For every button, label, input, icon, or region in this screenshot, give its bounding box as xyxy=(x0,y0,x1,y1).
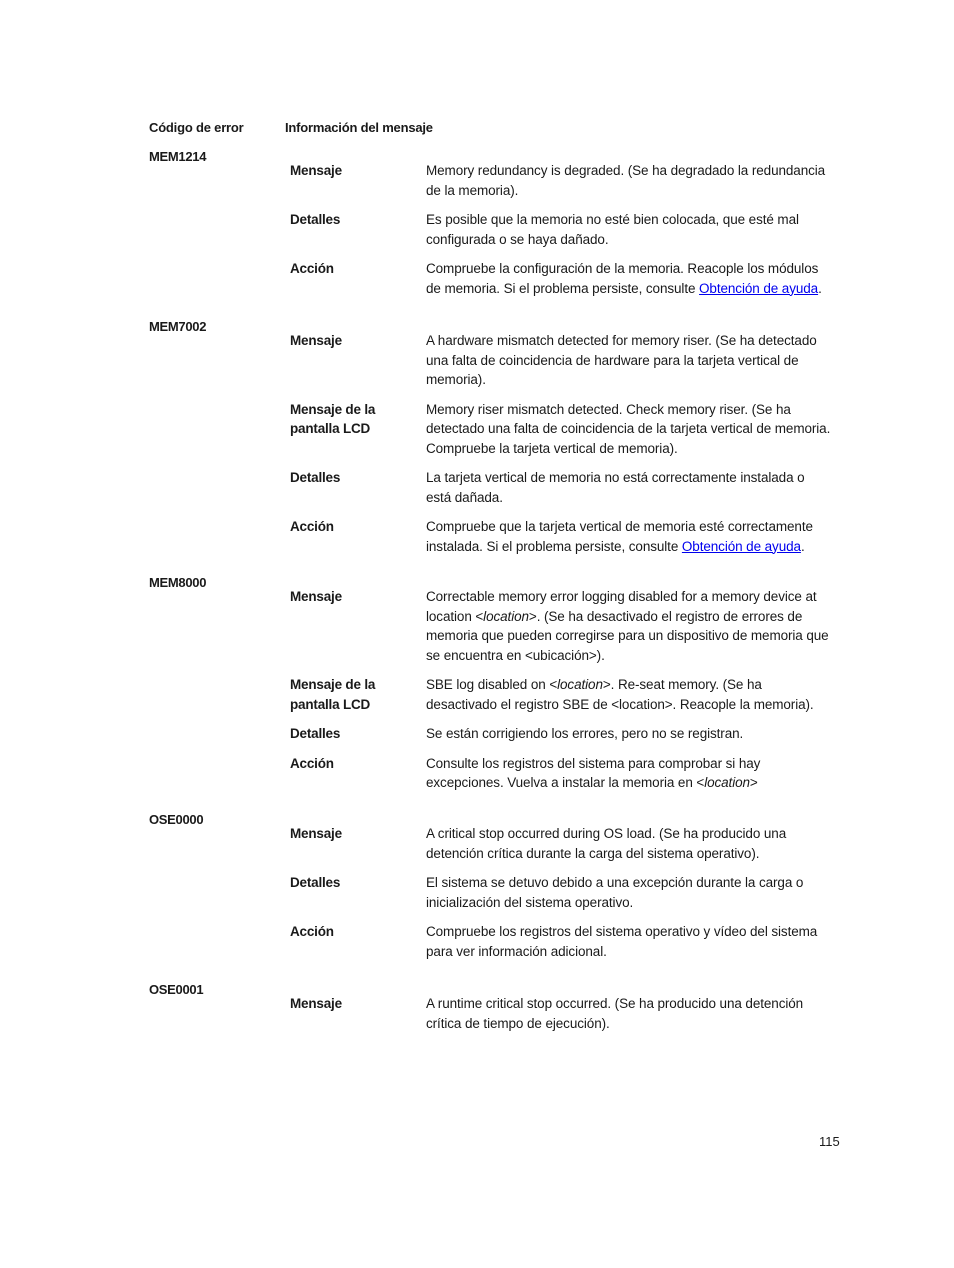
row-label: Acción xyxy=(290,924,334,939)
error-code: MEM7002 xyxy=(149,319,207,334)
error-code: OSE0000 xyxy=(149,812,204,827)
location-placeholder: location xyxy=(704,775,750,790)
row-label: Mensaje de la pantalla LCD xyxy=(290,677,376,712)
row-accion xyxy=(290,259,835,298)
row-label: Detalles xyxy=(290,726,341,741)
row-label: Mensaje xyxy=(290,826,342,841)
location-placeholder: location xyxy=(483,608,529,624)
row-detalles xyxy=(290,873,835,912)
row-text: El sistema se detuvo debido a una excepción durante la carga o inicialización del sistema operativo. xyxy=(426,875,804,910)
row-label: Mensaje xyxy=(290,996,342,1011)
row-text: A hardware mismatch detected for memory riser. (Se ha detectado una falta de coincidencia de hardware para la tarjeta vertical de memoria). xyxy=(426,333,817,387)
row-label: Mensaje xyxy=(290,589,342,604)
row-text: Memory riser mismatch detected. Check memory riser. (Se ha detectado una falta de coincidencia de la tarjeta vertical de memoria. Compruebe la tarjeta vertical de memoria). xyxy=(426,401,831,456)
row-detalles xyxy=(290,724,835,744)
row-detalles xyxy=(290,210,835,249)
row-text xyxy=(426,754,831,793)
text-segment: . xyxy=(818,280,822,296)
row-text: Compruebe los registros del sistema operativo y vídeo del sistema para ver información adicional. xyxy=(426,924,818,959)
text-segment: Compruebe que la tarjeta vertical de memoria esté correctamente instalada. Si el problema persiste, consulte xyxy=(426,519,813,554)
column-header-message-info: Información del mensaje xyxy=(285,120,433,135)
row-text xyxy=(426,587,831,665)
column-header-error-code: Código de error xyxy=(149,120,244,135)
error-code: OSE0001 xyxy=(149,982,204,997)
row-mensaje xyxy=(290,824,835,863)
row-text: Memory redundancy is degraded. (Se ha degradado la redundancia de la memoria). xyxy=(426,163,826,198)
text-segment: > xyxy=(749,775,758,790)
page-number: 115 xyxy=(819,1134,840,1149)
text-segment: SBE log disabled on < xyxy=(426,677,558,692)
row-text: Es posible que la memoria no esté bien colocada, que esté mal configurada o se haya dañado. xyxy=(426,212,799,247)
row-label: Mensaje xyxy=(290,163,342,178)
row-text: A runtime critical stop occurred. (Se ha producido una detención crítica de tiempo de ejecución). xyxy=(426,996,804,1031)
row-mensaje xyxy=(290,587,835,665)
row-label: Detalles xyxy=(290,470,341,485)
location-placeholder: location xyxy=(557,677,603,692)
row-label: Mensaje xyxy=(290,333,342,348)
error-code: MEM8000 xyxy=(149,575,207,590)
row-mensaje xyxy=(290,331,835,390)
row-accion xyxy=(290,754,835,793)
row-accion xyxy=(290,922,835,961)
row-text xyxy=(426,259,831,298)
row-mensaje-lcd xyxy=(290,675,835,714)
row-label: Acción xyxy=(290,261,334,276)
help-link[interactable]: Obtención de ayuda xyxy=(681,538,801,554)
row-accion xyxy=(290,517,835,556)
row-label: Acción xyxy=(290,519,334,534)
row-mensaje-lcd xyxy=(290,400,835,459)
row-text xyxy=(426,675,831,714)
error-code: MEM1214 xyxy=(149,149,207,164)
row-detalles xyxy=(290,468,835,507)
row-text: Se están corrigiendo los errores, pero no se registran. xyxy=(426,726,744,741)
row-text: La tarjeta vertical de memoria no está correctamente instalada o está dañada. xyxy=(426,470,805,505)
row-label: Acción xyxy=(290,755,334,771)
help-link[interactable]: Obtención de ayuda xyxy=(699,280,819,296)
text-segment: . xyxy=(800,538,805,554)
text-segment: Correctable memory error logging disabled for a memory device at location < xyxy=(426,589,817,624)
row-text xyxy=(426,517,831,556)
row-label: Mensaje de la pantalla LCD xyxy=(290,401,376,436)
row-mensaje xyxy=(290,161,835,200)
text-segment: >. (Se ha desactivado el registro de errores de memoria que pueden corregirse para un dispositivo de memoria que se encuentra en <ubicación>). xyxy=(426,608,829,663)
text-segment: Consulte los registros del sistema para comprobar si hay excepciones. Vuelva a instalar la memoria en < xyxy=(426,755,761,790)
text-segment: >. Re-seat memory. (Se ha desactivado el registro SBE de <location>. Reacople la memoria). xyxy=(426,677,814,712)
row-text: A critical stop occurred during OS load. (Se ha producido una detención crítica durante la carga del sistema operativo). xyxy=(426,826,787,861)
row-label: Detalles xyxy=(290,212,341,227)
row-mensaje xyxy=(290,994,835,1033)
text-segment: Compruebe la configuración de la memoria. Reacople los módulos de memoria. Si el problema persiste, consulte xyxy=(426,261,819,296)
row-label: Detalles xyxy=(290,875,341,890)
